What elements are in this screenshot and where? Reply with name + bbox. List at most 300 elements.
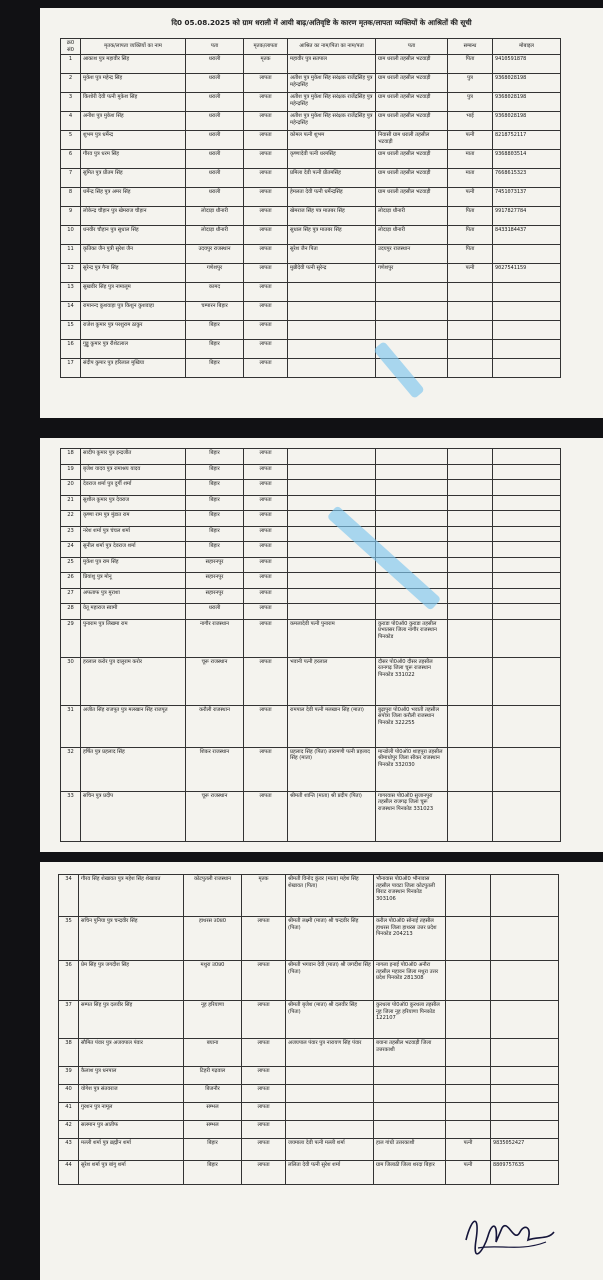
dep-address-cell	[376, 464, 448, 480]
document-page-1	[40, 8, 603, 418]
status-cell: लापता	[244, 449, 288, 465]
handwritten-signature	[458, 1210, 558, 1260]
address-cell: सहारनपुर	[186, 588, 244, 604]
table-row	[61, 542, 561, 558]
mobile-cell: 8433184437	[493, 226, 561, 245]
mobile-cell	[491, 1121, 559, 1139]
relation-cell: पुत्र	[448, 93, 493, 112]
mobile-cell	[493, 557, 561, 573]
mobile-cell	[493, 526, 561, 542]
relation-cell	[448, 604, 493, 620]
name-cell: अफताफ पुत्र मुराशा	[81, 588, 186, 604]
dependent-cell: सुरेश जैन पिता	[288, 245, 376, 264]
relation-cell: पुत्र	[448, 74, 493, 93]
name-cell: राजेश कुमार पुत्र परशुराम ठाकुर	[81, 321, 186, 340]
serial-cell: 36	[59, 961, 79, 1001]
dependent-cell: श्रीमती बृजेश (माता) श्री दलवीर सिंह (पिता)	[286, 1001, 374, 1039]
address-cell: बिहार	[186, 449, 244, 465]
mobile-cell: 9917827784	[493, 207, 561, 226]
address-cell: बिहार	[184, 1161, 242, 1185]
name-cell: किशोरी देवी पत्नी मुकेश सिंह	[81, 93, 186, 112]
address-cell: गणेशपुर	[186, 264, 244, 283]
relation-cell	[448, 619, 493, 657]
dependents-table-part-1	[60, 38, 561, 378]
name-cell: हर्षित पुत्र प्रहलाद सिंह	[81, 747, 186, 791]
serial-cell: 8	[61, 188, 81, 207]
dependent-cell: मुन्नीदेवी पत्नी सुरेन्द्र	[288, 264, 376, 283]
table-row	[59, 1039, 559, 1067]
table-row	[59, 1001, 559, 1039]
status-cell: लापता	[242, 1085, 286, 1103]
address-cell: लोदाड़ा धौनारी	[186, 226, 244, 245]
mobile-cell	[491, 917, 559, 961]
mobile-cell	[493, 480, 561, 496]
name-cell: प्रेम सिंह पुत्र जगदीश सिंह	[79, 961, 184, 1001]
relation-cell	[448, 283, 493, 302]
dependent-cell	[288, 573, 376, 589]
address-cell: धराली	[186, 93, 244, 112]
dep-address-cell	[374, 1103, 446, 1121]
address-cell: उदयपुर राजस्थान	[186, 245, 244, 264]
serial-cell: 41	[59, 1103, 79, 1121]
serial-cell: 18	[61, 449, 81, 465]
name-cell: पुनाराम पुत्र लिखमा राम	[81, 619, 186, 657]
dep-address-cell: ग्राम धराली तहसील भटवाड़ी	[376, 188, 448, 207]
serial-cell: 17	[61, 359, 81, 378]
serial-cell: 6	[61, 150, 81, 169]
relation-cell	[448, 321, 493, 340]
serial-cell: 24	[61, 542, 81, 558]
dep-address-cell: ग्राम धराली तहसील भटवाड़ी	[376, 112, 448, 131]
header-dep-address: पता	[376, 39, 448, 55]
address-cell: चम्पारन बिहार	[186, 302, 244, 321]
serial-cell: 40	[59, 1085, 79, 1103]
serial-cell: 43	[59, 1139, 79, 1161]
status-cell: लापता	[244, 302, 288, 321]
relation-cell: पत्नी	[448, 188, 493, 207]
dependent-cell: सुधाल सिंह पुत्र मातबर सिंह	[288, 226, 376, 245]
dependent-cell: खेमराज सिंह पत्र मातबर सिंह	[288, 207, 376, 226]
dependent-cell: हेमलता देवी पत्नी धर्मेन्द्रसिंह	[288, 188, 376, 207]
address-cell: धराली	[186, 112, 244, 131]
name-cell: अजीत सिंह राजपूत पुत्र मलखान सिंह राजपूत	[81, 705, 186, 747]
name-cell: गुरशन पुत्र नामूल	[79, 1103, 184, 1121]
status-cell: लापता	[244, 705, 288, 747]
dep-address-cell: लोदाड़ा धौनारी	[376, 207, 448, 226]
relation-cell	[448, 302, 493, 321]
serial-cell: 44	[59, 1161, 79, 1185]
dependent-cell: कोमल पत्नी शुभम	[288, 131, 376, 150]
mobile-cell: 8809757635	[491, 1161, 559, 1185]
status-cell: लापता	[244, 74, 288, 93]
name-cell: मल्ली शर्मा पुत्र ब्रह्मीन शर्मा	[79, 1139, 184, 1161]
serial-cell: 42	[59, 1121, 79, 1139]
name-cell: देवराज शर्मा पुत्र दुर्गी शर्मा	[81, 480, 186, 496]
dep-address-cell	[376, 283, 448, 302]
serial-cell: 38	[59, 1039, 79, 1067]
status-cell: लापता	[244, 619, 288, 657]
mobile-cell	[493, 245, 561, 264]
status-cell: लापता	[244, 747, 288, 791]
mobile-cell: 9027541159	[493, 264, 561, 283]
serial-cell: 33	[61, 791, 81, 841]
serial-cell: 3	[61, 93, 81, 112]
dependent-cell	[286, 1103, 374, 1121]
table-row	[61, 245, 561, 264]
status-cell: मृतक	[244, 55, 288, 74]
serial-cell: 1	[61, 55, 81, 74]
relation-cell	[446, 875, 491, 917]
status-cell: लापता	[244, 588, 288, 604]
serial-cell: 7	[61, 169, 81, 188]
serial-cell: 15	[61, 321, 81, 340]
mobile-cell	[493, 321, 561, 340]
address-cell: धराली	[186, 150, 244, 169]
table-row	[61, 480, 561, 496]
serial-cell: 29	[61, 619, 81, 657]
table-header-row	[61, 39, 561, 55]
name-cell: अनीश पुत्र मुकेश सिंह	[81, 112, 186, 131]
dep-address-cell: दौसर पो0ऑ0 दौसर तहसील रतनगढ़ जिला चूरू राजस्थान पिनकोड 331022	[376, 657, 448, 705]
relation-cell	[448, 573, 493, 589]
table-row	[61, 557, 561, 573]
relation-cell: पत्नी	[446, 1161, 491, 1185]
status-cell: लापता	[244, 150, 288, 169]
mobile-cell	[491, 875, 559, 917]
mobile-cell: 7668615323	[493, 169, 561, 188]
dependent-cell: अतीश पुत्र मुकेश सिंह सरंक्षक राजेंद्रसिंह पुत्र महेन्द्रसिंह	[288, 74, 376, 93]
serial-cell: 31	[61, 705, 81, 747]
table-row	[61, 619, 561, 657]
mobile-cell	[491, 1103, 559, 1121]
name-cell: सचिन पुनिया पुत्र चन्द्रवीर सिंह	[79, 917, 184, 961]
status-cell: लापता	[244, 93, 288, 112]
relation-cell	[446, 917, 491, 961]
serial-cell: 16	[61, 340, 81, 359]
dependent-cell	[288, 359, 376, 378]
status-cell: लापता	[244, 542, 288, 558]
address-cell: धराली	[186, 131, 244, 150]
mobile-cell	[493, 464, 561, 480]
mobile-cell	[493, 657, 561, 705]
serial-cell: 4	[61, 112, 81, 131]
dep-address-cell: भौनावास पो0ऑ0 भौनावास तहसील पावटा जिला कोटपुतली बिराट राजस्थान पिनकोड 303106	[374, 875, 446, 917]
address-cell: सम्भल	[184, 1103, 242, 1121]
dep-address-cell: हाल गांधी उत्तरकाशी	[374, 1139, 446, 1161]
name-cell: प्रियांशु पुत्र मोनू	[81, 573, 186, 589]
status-cell: लापता	[244, 359, 288, 378]
header-serial: क्र0 सं0	[61, 39, 81, 55]
status-cell: लापता	[244, 169, 288, 188]
name-cell: सौमित पंवार पुत्र अजयपाल पंवार	[79, 1039, 184, 1067]
dep-address-cell: ग्राम धराली तहसील भटवाड़ी	[376, 93, 448, 112]
address-cell: बिहार	[186, 526, 244, 542]
status-cell: लापता	[244, 464, 288, 480]
address-cell: सहारनपुर	[186, 573, 244, 589]
mobile-cell	[493, 449, 561, 465]
dependent-cell	[288, 495, 376, 511]
address-cell: धराली	[186, 604, 244, 620]
dependent-cell	[286, 1121, 374, 1139]
serial-cell: 22	[61, 511, 81, 527]
dep-address-cell: लोदाड़ा धौनारी	[376, 226, 448, 245]
name-cell: गौरव सिंह शेखावत पुत्र महेश सिंह शेखावत	[79, 875, 184, 917]
dependent-cell: श्रीमती शान्ति (माता) श्री प्रदीप (पिता)	[288, 791, 376, 841]
status-cell: लापता	[242, 1139, 286, 1161]
status-cell: लापता	[244, 283, 288, 302]
status-cell: लापता	[244, 245, 288, 264]
dependent-cell	[288, 480, 376, 496]
dep-address-cell: ग्राम धराली तहसील भटवाड़ी	[376, 55, 448, 74]
mobile-cell	[493, 511, 561, 527]
address-cell: बिहार	[186, 359, 244, 378]
address-cell: सम्भल	[184, 1121, 242, 1139]
table-row	[61, 264, 561, 283]
name-cell: सलमान पुत्र आतीफ	[79, 1121, 184, 1139]
dependent-cell: श्रीमती भगवान देवी (माता) श्री जगदीश सिंह (पिता)	[286, 961, 374, 1001]
dep-address-cell	[376, 321, 448, 340]
serial-cell: 11	[61, 245, 81, 264]
dependent-cell	[288, 302, 376, 321]
relation-cell	[448, 511, 493, 527]
table-row	[61, 302, 561, 321]
name-cell: कृष्णा राम पुत्र मुंडात राम	[81, 511, 186, 527]
mobile-cell	[491, 1039, 559, 1067]
table-row	[61, 207, 561, 226]
status-cell: लापता	[244, 321, 288, 340]
dependent-cell	[288, 588, 376, 604]
relation-cell	[448, 705, 493, 747]
relation-cell	[446, 1067, 491, 1085]
relation-cell: पिता	[448, 226, 493, 245]
serial-cell: 9	[61, 207, 81, 226]
address-cell: मथुरा उ0प्र0	[184, 961, 242, 1001]
address-cell: सहारनपुर	[186, 557, 244, 573]
document-heading: दि0 05.08.2025 को ग्राम धराली में आयी बाढ़/अतिवृष्टि के कारण मृतक/लापता व्यक्तियों के आश्रितों की सूची	[171, 18, 472, 27]
dependent-cell: जयमाला देवी पत्नी मल्ली शर्मा	[286, 1139, 374, 1161]
dep-address-cell: ग्राम जिलाठी जिला शरदा बिहार	[374, 1161, 446, 1185]
name-cell: सचिन पुत्र प्रदीप	[81, 791, 186, 841]
dep-address-cell	[376, 604, 448, 620]
dep-address-cell: नागला इनाई पो0ऑ0 अनौरा तहसील महावन जिला मथुरा उत्तर प्रदेश पिनकोड 281308	[374, 961, 446, 1001]
status-cell: मृतक	[242, 875, 286, 917]
dep-address-cell: मान्डोली पो0ऑ0 शाहपुरा तहसील श्रीमाधोपुर जिला सीकर राजस्थान पिनकोड 332030	[376, 747, 448, 791]
table-row	[61, 93, 561, 112]
mobile-cell: 9410591878	[493, 55, 561, 74]
header-mobile: मोबाइल	[493, 39, 561, 55]
name-cell: सुमित पुत्र प्रीतम सिंह	[81, 169, 186, 188]
dependent-cell: श्रीमती लक्ष्मी (माता) श्री चन्द्रवीर सिंह (पिता)	[286, 917, 374, 961]
address-cell: बिहार	[186, 480, 244, 496]
address-cell: शिकर राजस्थान	[186, 747, 244, 791]
mobile-cell	[493, 340, 561, 359]
dependent-cell	[288, 464, 376, 480]
relation-cell	[448, 791, 493, 841]
dep-address-cell: कुराडा पो0ऑ0 कुराडा तहसील प्रभातसर जिला नागौर राजस्थान पिनकोड	[376, 619, 448, 657]
dependent-cell: श्रीमती विनोद कुंवर (माता) महेश सिंह शेखावत (पिता)	[286, 875, 374, 917]
mobile-cell	[493, 495, 561, 511]
relation-cell: पत्नी	[448, 131, 493, 150]
serial-cell: 2	[61, 74, 81, 93]
serial-cell: 20	[61, 480, 81, 496]
relation-cell	[446, 1001, 491, 1039]
dependent-cell: महावीर पुत्र सतपाल	[288, 55, 376, 74]
dependent-cell	[288, 283, 376, 302]
table-row	[61, 604, 561, 620]
name-cell: मुकेश पुत्र महेन्द्र सिंह	[81, 74, 186, 93]
name-cell: सुरेन्द्र पुत्र गैना सिंह	[81, 264, 186, 283]
mobile-cell: 9368028198	[493, 74, 561, 93]
relation-cell: भाई	[448, 112, 493, 131]
name-cell: कैलाश पुत्र धनपाल	[79, 1067, 184, 1085]
status-cell: लापता	[244, 557, 288, 573]
address-cell: टिहरी गढ़वाल	[184, 1067, 242, 1085]
name-cell: सादीप कुमार पुत्र इन्द्रजीत	[81, 449, 186, 465]
status-cell: लापता	[242, 917, 286, 961]
name-cell: सुशील कुमार पुत्र देवराज	[81, 495, 186, 511]
relation-cell	[446, 961, 491, 1001]
table-row	[61, 188, 561, 207]
table-row	[61, 131, 561, 150]
relation-cell	[448, 657, 493, 705]
address-cell: बयाना	[184, 1039, 242, 1067]
name-cell: मुकेश पुत्र राम सिंह	[81, 557, 186, 573]
address-cell: बिहार	[186, 495, 244, 511]
address-cell: नागौर राजस्थान	[186, 619, 244, 657]
dependent-cell	[288, 604, 376, 620]
table-row	[61, 150, 561, 169]
status-cell: लापता	[242, 1067, 286, 1085]
mobile-cell	[491, 1085, 559, 1103]
dep-address-cell	[376, 302, 448, 321]
status-cell: लापता	[242, 1001, 286, 1039]
relation-cell	[448, 588, 493, 604]
address-cell: धराली	[186, 169, 244, 188]
table-row	[59, 1103, 559, 1121]
relation-cell	[448, 557, 493, 573]
table-row	[61, 359, 561, 378]
name-cell: आकाश पुत्र महावीर सिंह	[81, 55, 186, 74]
header-address: पता	[186, 39, 244, 55]
dependent-cell: प्रहलाद सिंह (पिता) तारामणी पत्नी प्रहलाद सिंह (माता)	[288, 747, 376, 791]
mobile-cell	[493, 747, 561, 791]
relation-cell: पिता	[448, 245, 493, 264]
serial-cell: 26	[61, 573, 81, 589]
table-row	[61, 321, 561, 340]
address-cell: बिहार	[186, 321, 244, 340]
serial-cell: 23	[61, 526, 81, 542]
serial-cell: 14	[61, 302, 81, 321]
table-row	[59, 1161, 559, 1185]
address-cell: धराली	[186, 74, 244, 93]
mobile-cell: 9368028198	[493, 93, 561, 112]
dep-address-cell	[376, 449, 448, 465]
table-row	[59, 917, 559, 961]
relation-cell	[448, 526, 493, 542]
name-cell: लोकेन्द्र चौहान पुत्र खेमराज चौहान	[81, 207, 186, 226]
serial-cell: 5	[61, 131, 81, 150]
serial-cell: 21	[61, 495, 81, 511]
address-cell: लोदाड़ा धौनारी	[186, 207, 244, 226]
dependent-cell	[288, 340, 376, 359]
address-cell: चूरू राजस्थान	[186, 657, 244, 705]
dep-address-cell	[376, 526, 448, 542]
table-row	[61, 449, 561, 465]
status-cell: लापता	[244, 131, 288, 150]
table-row	[61, 283, 561, 302]
dependent-cell: प्रमिला देवी पत्नी प्रीतमसिंह	[288, 169, 376, 188]
table-row	[61, 526, 561, 542]
name-cell: गुड्डू कुमार पुत्र रौशेटलाल	[81, 340, 186, 359]
serial-cell: 13	[61, 283, 81, 302]
dep-address-cell	[374, 1085, 446, 1103]
mobile-cell: 9835052427	[491, 1139, 559, 1161]
name-cell: शुभम पुत्र धर्मेन्द्र	[81, 131, 186, 150]
table-row	[61, 464, 561, 480]
table-row	[61, 791, 561, 841]
serial-cell: 32	[61, 747, 81, 791]
dependent-cell: अतीश पुत्र मुकेश सिंह सरंक्षक राजेंद्रसिंह पुत्र महेन्द्रसिंह	[288, 112, 376, 131]
header-name: मृतक/लापता व्यक्तियों का नाम	[81, 39, 186, 55]
mobile-cell	[493, 573, 561, 589]
dep-address-cell: ग्राम धराली तहसील भटवाड़ी	[376, 169, 448, 188]
table-row	[61, 169, 561, 188]
dependents-table-part-3	[58, 874, 559, 1185]
table-row	[61, 340, 561, 359]
relation-cell: पिता	[448, 55, 493, 74]
status-cell: लापता	[244, 112, 288, 131]
table-row	[61, 55, 561, 74]
address-cell: धराली	[186, 188, 244, 207]
address-cell: नूह हरियाणा	[184, 1001, 242, 1039]
mobile-cell	[493, 542, 561, 558]
table-row	[59, 961, 559, 1001]
mobile-cell	[493, 588, 561, 604]
dependent-cell: भवानी पत्नी हरलाल	[288, 657, 376, 705]
name-cell: बृजेश यादव पुत्र रामाश्रय यादव	[81, 464, 186, 480]
mobile-cell: 9368803514	[493, 150, 561, 169]
mobile-cell	[491, 1001, 559, 1039]
dep-address-cell: कुरथला पो0ऑ0 कुरथला तहसील नूह जिला नूह हरियाणा पिनकोड 122107	[374, 1001, 446, 1039]
table-row	[61, 747, 561, 791]
dep-address-cell: गणेशपुर	[376, 264, 448, 283]
status-cell: लापता	[244, 188, 288, 207]
serial-cell: 25	[61, 557, 81, 573]
name-cell: गौरव पुत्र धरम सिंह	[81, 150, 186, 169]
dep-address-cell	[376, 511, 448, 527]
dependent-cell: रामपाल देवी पत्नी मलखान सिंह (माता)	[288, 705, 376, 747]
table-row	[61, 495, 561, 511]
address-cell: बिहार	[184, 1139, 242, 1161]
status-cell: लापता	[244, 791, 288, 841]
address-cell: बिहार	[186, 511, 244, 527]
dependent-cell: अतीश पुत्र मुकेश सिंह सरंक्षक राजेंद्रसिंह पुत्र महेन्द्रसिंह	[288, 93, 376, 112]
relation-cell: पिता	[448, 207, 493, 226]
mobile-cell	[493, 604, 561, 620]
table-row	[61, 573, 561, 589]
dependents-table-part-2	[60, 448, 561, 842]
status-cell: लापता	[242, 1103, 286, 1121]
dep-address-cell	[376, 495, 448, 511]
mobile-cell: 7451073137	[493, 188, 561, 207]
header-status: मृतक/लापता	[244, 39, 288, 55]
mobile-cell: 8218752117	[493, 131, 561, 150]
header-dependent: आश्रित का नाम/पिता का नाम/पता	[288, 39, 376, 55]
dependent-cell	[288, 449, 376, 465]
document-page-2	[40, 438, 603, 852]
address-cell: कोटपुतली राजस्थान	[184, 875, 242, 917]
table-row	[59, 1139, 559, 1161]
